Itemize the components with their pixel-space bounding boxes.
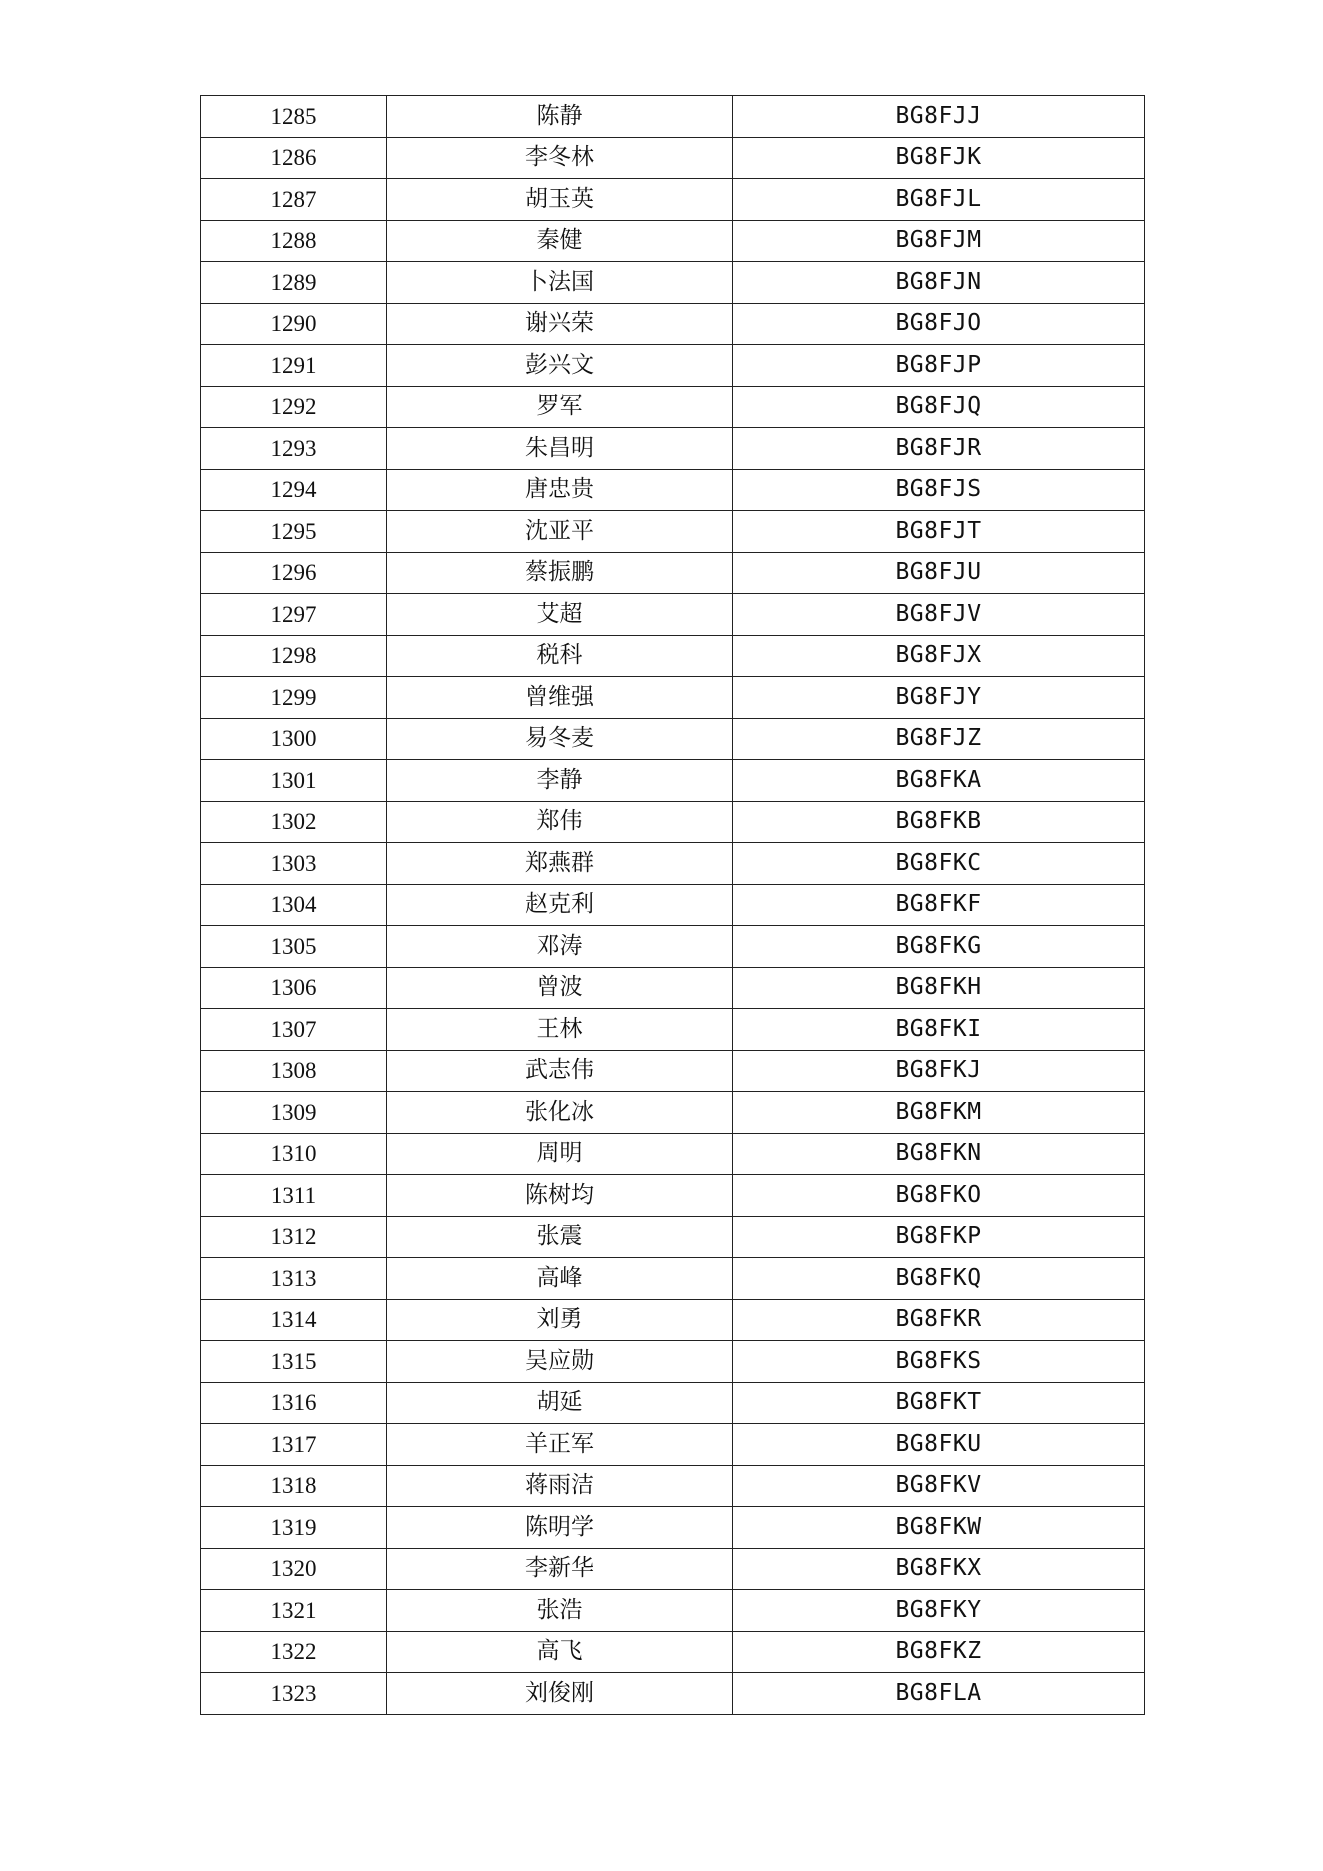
table-row — [201, 1175, 1145, 1217]
name-cell: 彭兴文 — [387, 345, 733, 387]
name-cell: 卜法国 — [387, 262, 733, 304]
name-cell: 高峰 — [387, 1258, 733, 1300]
name-cell: 羊正军 — [387, 1424, 733, 1466]
name-cell: 邓涛 — [387, 926, 733, 968]
name-cell: 朱昌明 — [387, 428, 733, 470]
table-row — [201, 345, 1145, 387]
name-cell: 张震 — [387, 1216, 733, 1258]
callsign-cell: BG8FJR — [733, 428, 1145, 470]
callsign-cell: BG8FKV — [733, 1465, 1145, 1507]
table-row — [201, 926, 1145, 968]
row-number-cell: 1285 — [201, 96, 387, 138]
name-cell: 武志伟 — [387, 1050, 733, 1092]
callsign-cell: BG8FKN — [733, 1133, 1145, 1175]
name-cell: 谢兴荣 — [387, 303, 733, 345]
row-number-cell: 1309 — [201, 1092, 387, 1134]
table-row — [201, 428, 1145, 470]
callsign-cell: BG8FKX — [733, 1548, 1145, 1590]
name-cell: 郑燕群 — [387, 843, 733, 885]
callsign-cell: BG8FKT — [733, 1382, 1145, 1424]
row-number-cell: 1311 — [201, 1175, 387, 1217]
row-number-cell: 1310 — [201, 1133, 387, 1175]
table-row — [201, 801, 1145, 843]
row-number-cell: 1312 — [201, 1216, 387, 1258]
table-row — [201, 1133, 1145, 1175]
row-number-cell: 1317 — [201, 1424, 387, 1466]
table-row — [201, 1590, 1145, 1632]
name-cell: 秦健 — [387, 220, 733, 262]
table-row — [201, 469, 1145, 511]
name-cell: 陈明学 — [387, 1507, 733, 1549]
table-row — [201, 179, 1145, 221]
row-number-cell: 1292 — [201, 386, 387, 428]
row-number-cell: 1290 — [201, 303, 387, 345]
name-cell: 陈静 — [387, 96, 733, 138]
table-row — [201, 1216, 1145, 1258]
callsign-cell: BG8FJY — [733, 677, 1145, 719]
row-number-cell: 1293 — [201, 428, 387, 470]
callsign-cell: BG8FJU — [733, 552, 1145, 594]
callsign-cell: BG8FKF — [733, 884, 1145, 926]
callsign-cell: BG8FJK — [733, 137, 1145, 179]
callsign-cell: BG8FJZ — [733, 718, 1145, 760]
name-cell: 艾超 — [387, 594, 733, 636]
table-row — [201, 1631, 1145, 1673]
name-cell: 罗军 — [387, 386, 733, 428]
callsign-cell: BG8FJT — [733, 511, 1145, 553]
callsign-cell: BG8FKH — [733, 967, 1145, 1009]
name-cell: 张浩 — [387, 1590, 733, 1632]
table-row — [201, 303, 1145, 345]
row-number-cell: 1320 — [201, 1548, 387, 1590]
name-cell: 胡延 — [387, 1382, 733, 1424]
callsign-cell: BG8FJO — [733, 303, 1145, 345]
name-cell: 高飞 — [387, 1631, 733, 1673]
row-number-cell: 1308 — [201, 1050, 387, 1092]
table-row — [201, 1341, 1145, 1383]
table-row — [201, 1299, 1145, 1341]
callsign-cell: BG8FKY — [733, 1590, 1145, 1632]
callsign-cell: BG8FKJ — [733, 1050, 1145, 1092]
name-cell: 赵克利 — [387, 884, 733, 926]
table-row — [201, 635, 1145, 677]
row-number-cell: 1297 — [201, 594, 387, 636]
row-number-cell: 1315 — [201, 1341, 387, 1383]
table-row — [201, 220, 1145, 262]
row-number-cell: 1301 — [201, 760, 387, 802]
callsign-cell: BG8FKC — [733, 843, 1145, 885]
name-cell: 郑伟 — [387, 801, 733, 843]
callsign-cell: BG8FKZ — [733, 1631, 1145, 1673]
callsign-cell: BG8FKO — [733, 1175, 1145, 1217]
table-row — [201, 1465, 1145, 1507]
name-cell: 刘俊刚 — [387, 1673, 733, 1715]
table-row — [201, 386, 1145, 428]
row-number-cell: 1322 — [201, 1631, 387, 1673]
row-number-cell: 1302 — [201, 801, 387, 843]
row-number-cell: 1300 — [201, 718, 387, 760]
callsign-cell: BG8FKS — [733, 1341, 1145, 1383]
callsign-cell: BG8FJS — [733, 469, 1145, 511]
callsign-cell: BG8FLA — [733, 1673, 1145, 1715]
table-row — [201, 760, 1145, 802]
row-number-cell: 1323 — [201, 1673, 387, 1715]
table-row — [201, 552, 1145, 594]
table-row — [201, 1050, 1145, 1092]
row-number-cell: 1291 — [201, 345, 387, 387]
callsign-cell: BG8FKM — [733, 1092, 1145, 1134]
row-number-cell: 1305 — [201, 926, 387, 968]
table-row — [201, 843, 1145, 885]
table-row — [201, 1424, 1145, 1466]
name-cell: 税科 — [387, 635, 733, 677]
row-number-cell: 1286 — [201, 137, 387, 179]
row-number-cell: 1313 — [201, 1258, 387, 1300]
row-number-cell: 1298 — [201, 635, 387, 677]
name-cell: 张化冰 — [387, 1092, 733, 1134]
row-number-cell: 1316 — [201, 1382, 387, 1424]
table-row — [201, 1258, 1145, 1300]
name-cell: 李静 — [387, 760, 733, 802]
callsign-cell: BG8FJP — [733, 345, 1145, 387]
callsign-cell: BG8FKB — [733, 801, 1145, 843]
name-cell: 李冬林 — [387, 137, 733, 179]
name-cell: 曾波 — [387, 967, 733, 1009]
table-row — [201, 96, 1145, 138]
row-number-cell: 1307 — [201, 1009, 387, 1051]
row-number-cell: 1289 — [201, 262, 387, 304]
callsign-cell: BG8FKG — [733, 926, 1145, 968]
callsign-cell: BG8FJJ — [733, 96, 1145, 138]
table-row — [201, 262, 1145, 304]
row-number-cell: 1321 — [201, 1590, 387, 1632]
row-number-cell: 1287 — [201, 179, 387, 221]
name-cell: 唐忠贵 — [387, 469, 733, 511]
callsign-cell: BG8FJV — [733, 594, 1145, 636]
table-row — [201, 967, 1145, 1009]
table-row — [201, 1092, 1145, 1134]
row-number-cell: 1304 — [201, 884, 387, 926]
row-number-cell: 1299 — [201, 677, 387, 719]
name-cell: 王林 — [387, 1009, 733, 1051]
table-row — [201, 1507, 1145, 1549]
name-cell: 易冬麦 — [387, 718, 733, 760]
callsign-cell: BG8FJL — [733, 179, 1145, 221]
row-number-cell: 1303 — [201, 843, 387, 885]
table-row — [201, 718, 1145, 760]
name-cell: 蔡振鹏 — [387, 552, 733, 594]
name-cell: 曾维强 — [387, 677, 733, 719]
callsign-cell: BG8FJN — [733, 262, 1145, 304]
row-number-cell: 1306 — [201, 967, 387, 1009]
table-row — [201, 594, 1145, 636]
name-cell: 周明 — [387, 1133, 733, 1175]
callsign-cell: BG8FKR — [733, 1299, 1145, 1341]
name-cell: 胡玉英 — [387, 179, 733, 221]
callsign-cell: BG8FKW — [733, 1507, 1145, 1549]
callsign-cell: BG8FKQ — [733, 1258, 1145, 1300]
row-number-cell: 1295 — [201, 511, 387, 553]
callsign-cell: BG8FKA — [733, 760, 1145, 802]
table-row — [201, 1009, 1145, 1051]
callsign-cell: BG8FJX — [733, 635, 1145, 677]
callsign-roster-table — [200, 95, 1145, 1715]
name-cell: 蒋雨洁 — [387, 1465, 733, 1507]
row-number-cell: 1314 — [201, 1299, 387, 1341]
row-number-cell: 1296 — [201, 552, 387, 594]
table-row — [201, 511, 1145, 553]
name-cell: 沈亚平 — [387, 511, 733, 553]
callsign-cell: BG8FKU — [733, 1424, 1145, 1466]
table-row — [201, 677, 1145, 719]
callsign-cell: BG8FKP — [733, 1216, 1145, 1258]
row-number-cell: 1319 — [201, 1507, 387, 1549]
table-row — [201, 137, 1145, 179]
roster-table-body — [201, 96, 1145, 1715]
row-number-cell: 1288 — [201, 220, 387, 262]
row-number-cell: 1294 — [201, 469, 387, 511]
table-row — [201, 1548, 1145, 1590]
name-cell: 刘勇 — [387, 1299, 733, 1341]
name-cell: 李新华 — [387, 1548, 733, 1590]
name-cell: 吴应勋 — [387, 1341, 733, 1383]
table-row — [201, 1673, 1145, 1715]
callsign-cell: BG8FJM — [733, 220, 1145, 262]
name-cell: 陈树均 — [387, 1175, 733, 1217]
row-number-cell: 1318 — [201, 1465, 387, 1507]
callsign-cell: BG8FJQ — [733, 386, 1145, 428]
table-row — [201, 884, 1145, 926]
table-row — [201, 1382, 1145, 1424]
callsign-cell: BG8FKI — [733, 1009, 1145, 1051]
